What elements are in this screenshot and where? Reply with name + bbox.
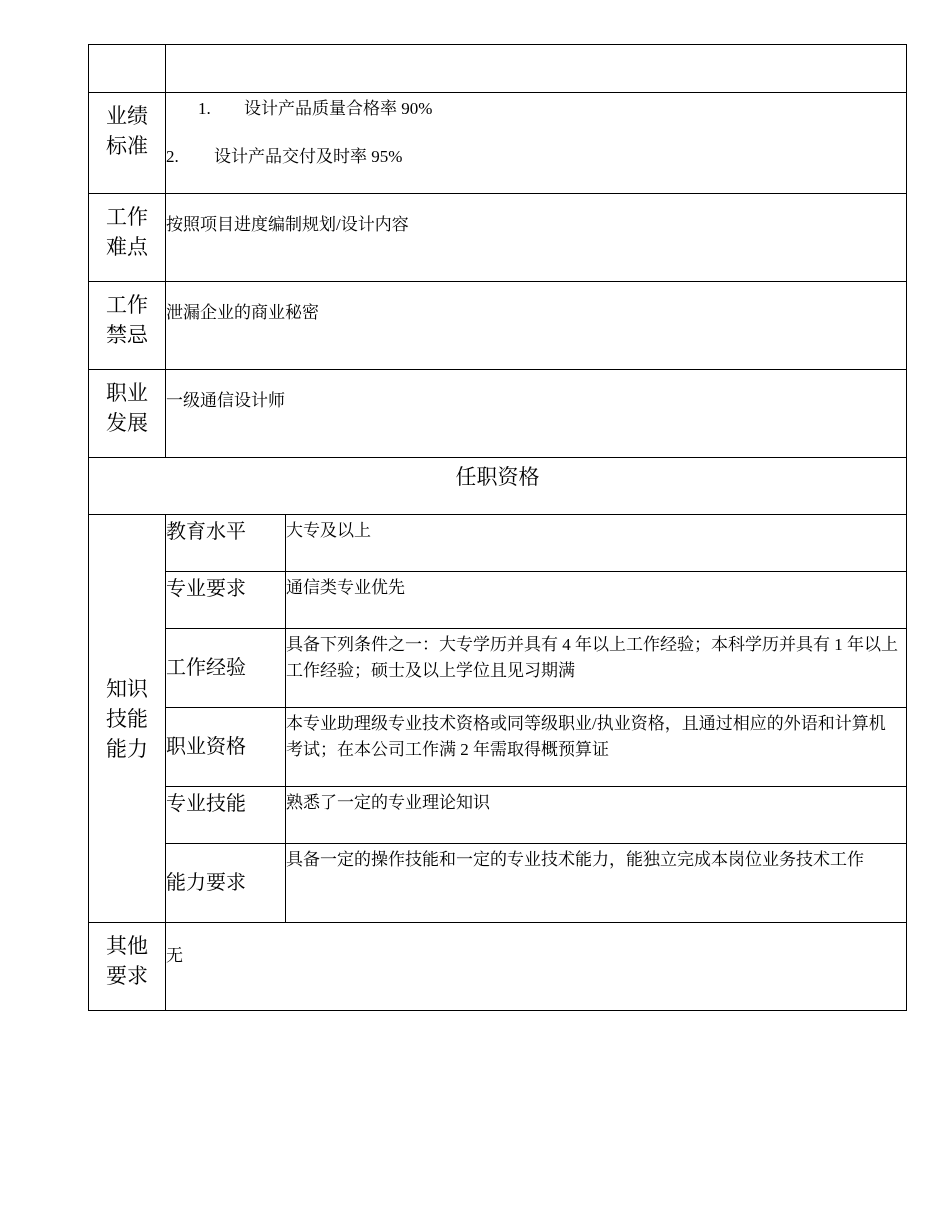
table-row-difficulty — [89, 194, 907, 282]
taboo-label: 工作 禁忌 — [89, 282, 166, 370]
table-row-top-blank — [89, 45, 907, 93]
certification-value: 本专业助理级专业技术资格或同等级职业/执业资格，且通过相应的外语和计算机考试；在本公司工作满 2 年需取得概预算证 — [286, 708, 907, 787]
performance-item-2: 2. 设计产品交付及时率 95% — [166, 147, 403, 166]
major-value: 通信类专业优先 — [286, 572, 907, 629]
table-row-career — [89, 370, 907, 458]
blank-content-cell — [166, 45, 907, 93]
table-row-major — [89, 572, 907, 629]
skills-label: 专业技能 — [166, 787, 286, 844]
table-row-skills — [89, 787, 907, 844]
difficulty-label: 工作 难点 — [89, 194, 166, 282]
other-content: 无 — [166, 923, 907, 1011]
career-label: 职业 发展 — [89, 370, 166, 458]
education-value: 大专及以上 — [286, 515, 907, 572]
performance-item-1: 1. 设计产品质量合格率 90% — [198, 99, 433, 118]
ability-value: 具备一定的操作技能和一定的专业技术能力，能独立完成本岗位业务技术工作 — [286, 844, 907, 923]
ability-label: 能力要求 — [166, 844, 286, 923]
table-row-performance — [89, 93, 907, 194]
table-row-qualification-title — [89, 458, 907, 515]
other-label: 其他 要求 — [89, 923, 166, 1011]
table-row-certification — [89, 708, 907, 787]
difficulty-content: 按照项目进度编制规划/设计内容 — [166, 194, 907, 282]
performance-label: 业绩 标准 — [89, 93, 166, 194]
education-label: 教育水平 — [166, 515, 286, 572]
performance-content — [166, 93, 907, 194]
blank-label-cell — [89, 45, 166, 93]
career-content: 一级通信设计师 — [166, 370, 907, 458]
table-row-other — [89, 923, 907, 1011]
table-row-ability — [89, 844, 907, 923]
major-label: 专业要求 — [166, 572, 286, 629]
skills-value: 熟悉了一定的专业理论知识 — [286, 787, 907, 844]
table-row-education — [89, 515, 907, 572]
table-row-taboo — [89, 282, 907, 370]
experience-label: 工作经验 — [166, 629, 286, 708]
table-row-experience — [89, 629, 907, 708]
qualification-title: 任职资格 — [89, 458, 907, 515]
knowledge-label: 知识 技能 能力 — [89, 515, 166, 923]
certification-label: 职业资格 — [166, 708, 286, 787]
taboo-content: 泄漏企业的商业秘密 — [166, 282, 907, 370]
job-description-table — [88, 44, 907, 1011]
experience-value: 具备下列条件之一：大专学历并具有 4 年以上工作经验；本科学历并具有 1 年以上工作经验；硕士及以上学位且见习期满 — [286, 629, 907, 708]
